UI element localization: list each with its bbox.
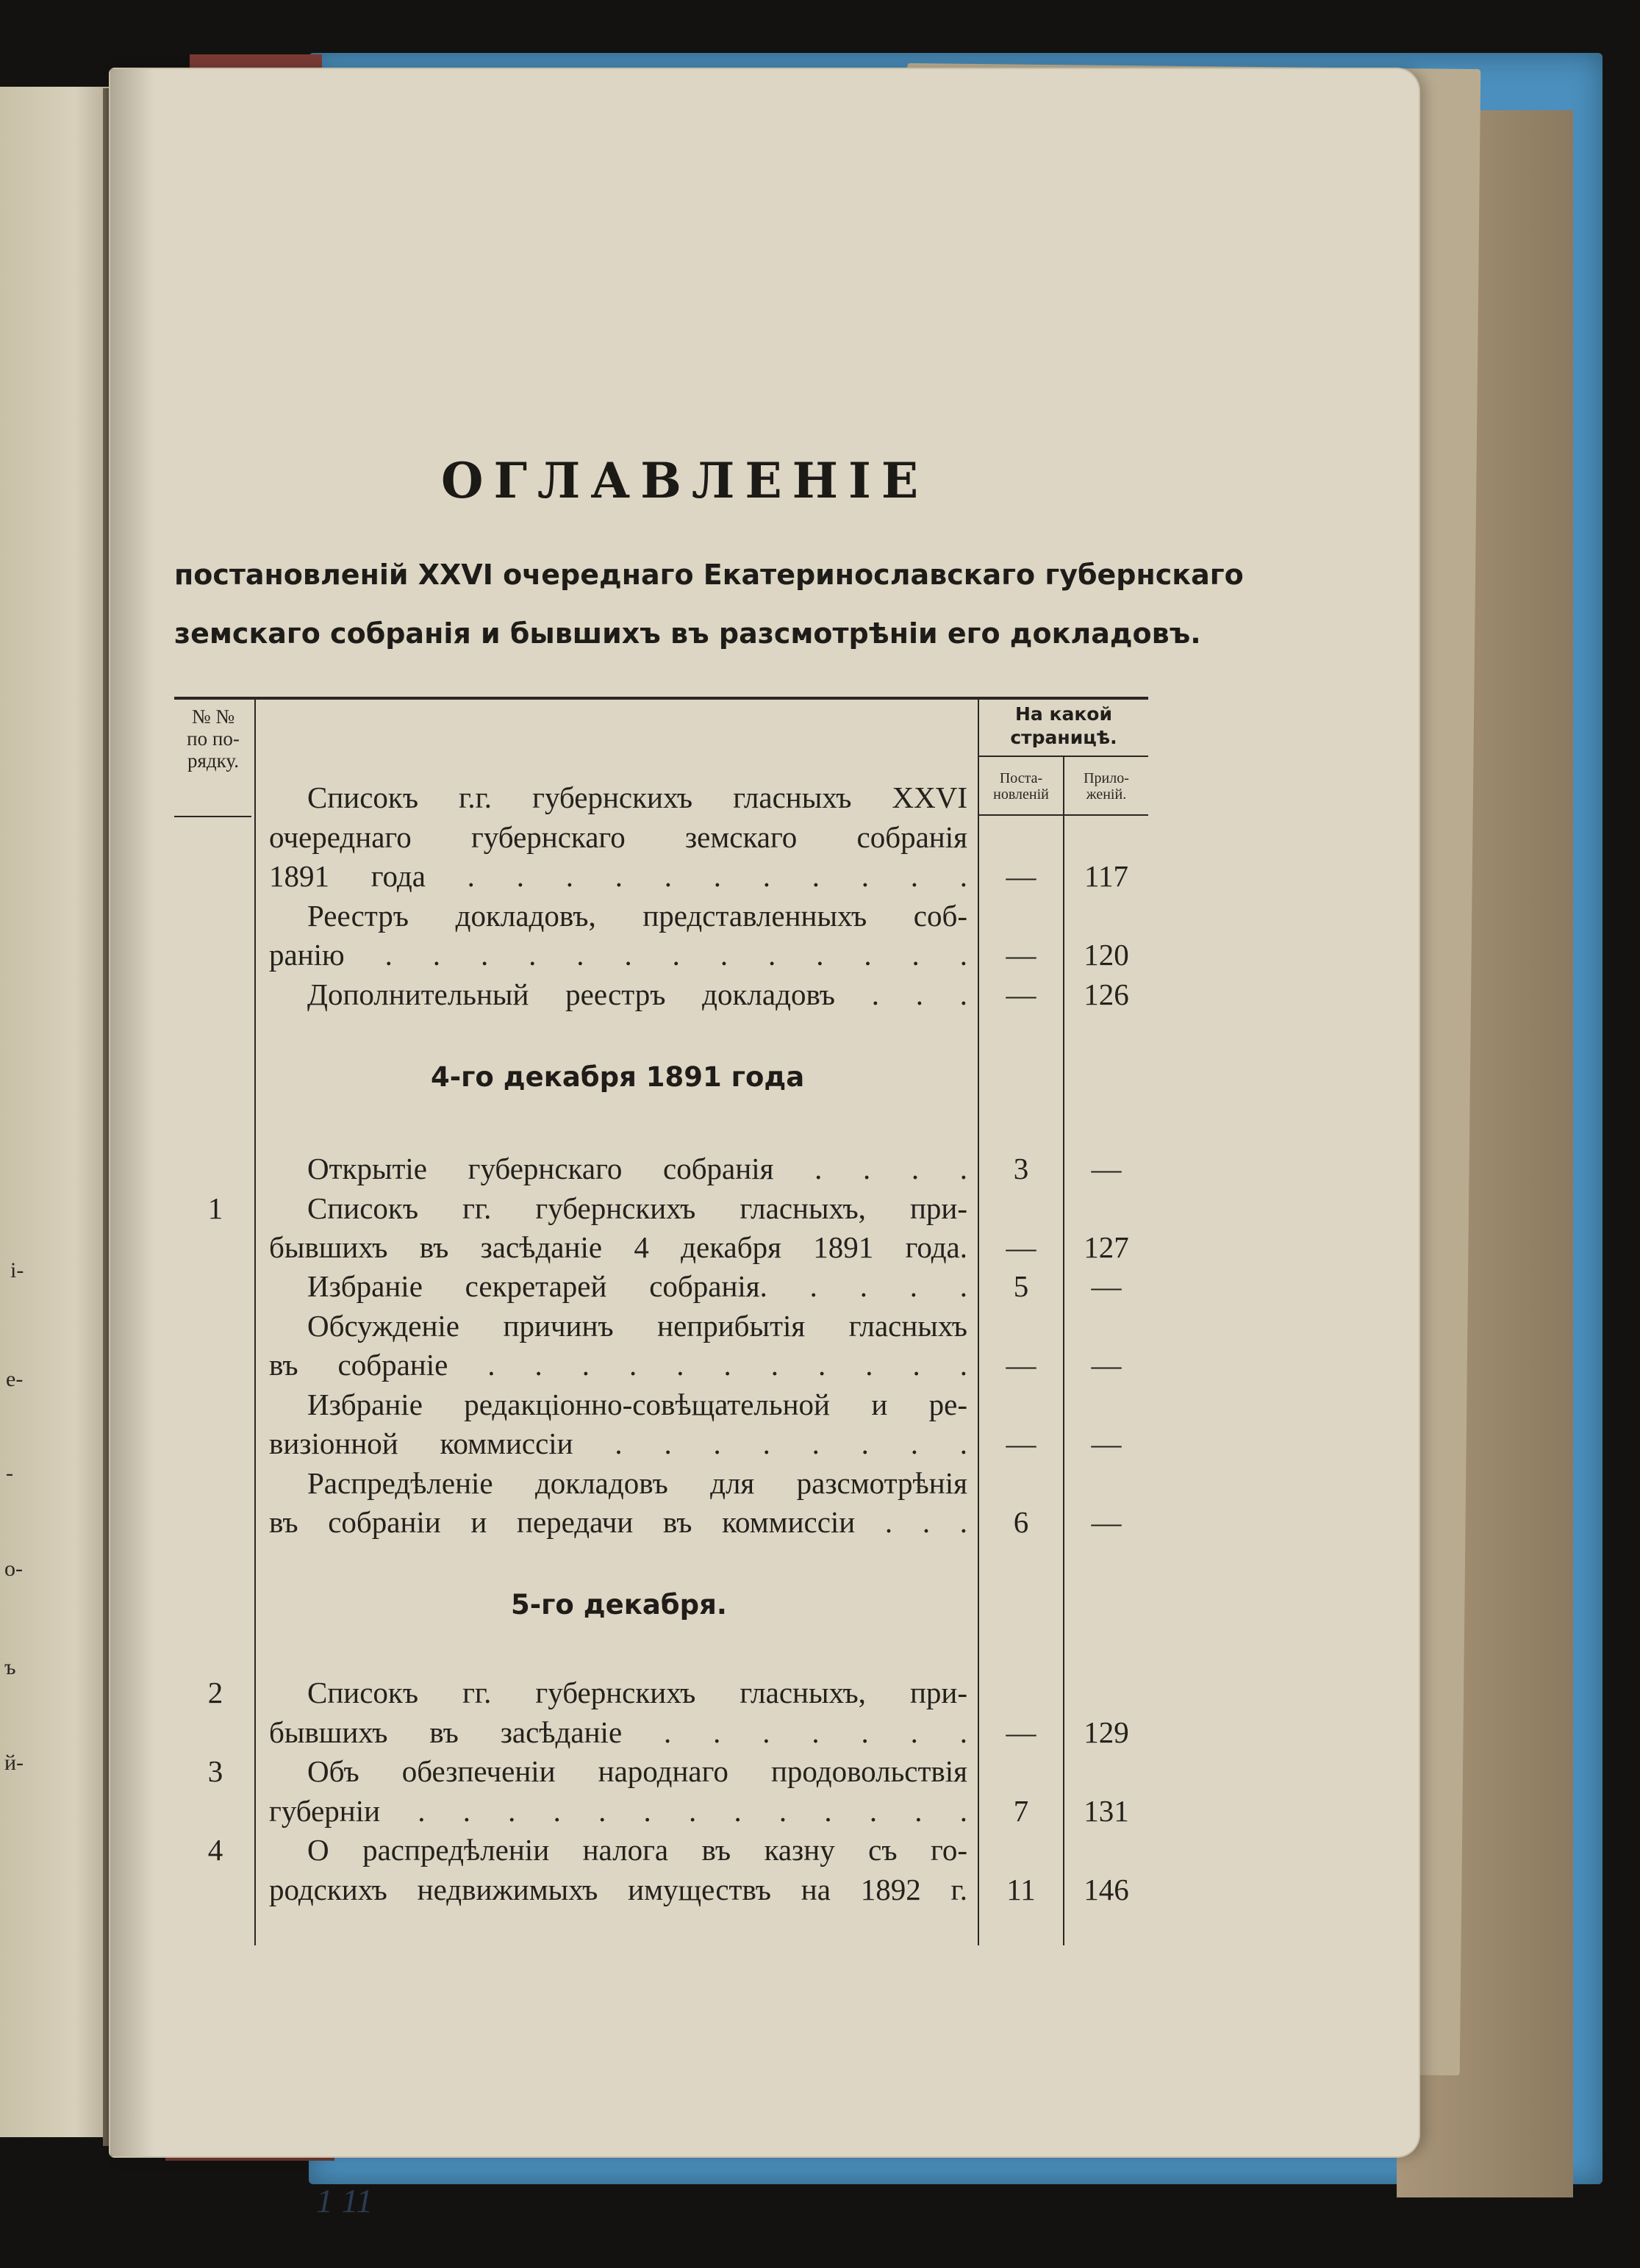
edge-letter: і- (10, 1258, 24, 1282)
header-bottom-rule-right (979, 814, 1148, 816)
entry-text: Списокъ гг. губернскихъ гласныхъ, при- (307, 1191, 967, 1225)
entry-text: 1891 года . . . . . . . . . . . (269, 859, 967, 893)
section-heading: 5-го декабря. (511, 1589, 727, 1621)
page-title: ОГЛАВЛЕНІЕ (441, 452, 929, 509)
entry-text: Избраніе редакціонно-совѣщательной и ре- (307, 1388, 967, 1421)
entry-text: Объ обезпеченіи народнаго продовольствія (307, 1754, 967, 1788)
edge-letter: о- (4, 1557, 23, 1581)
appendix-page: 129 (1084, 1715, 1129, 1749)
entry-text: бывшихъ въ засѣданіе 4 декабря 1891 года. (269, 1230, 967, 1264)
entry-text: Избраніе секретарей собранія. . . . . (307, 1269, 967, 1303)
entry-text: бывшихъ въ засѣданіе . . . . . . . (269, 1715, 967, 1749)
resolution-page: 5 (1013, 1269, 1029, 1303)
resolution-page: — (1006, 977, 1036, 1011)
resolution-page: 11 (1006, 1873, 1036, 1906)
entry-text: Обсужденіе причинъ неприбытія гласныхъ (307, 1309, 967, 1343)
entry-text: очереднаго губернскаго земскаго собранія (269, 820, 967, 854)
order-number: 4 (207, 1833, 223, 1867)
order-number: 2 (207, 1676, 223, 1709)
pencil-mark: 1 11 (316, 2182, 373, 2219)
appendix-page: 126 (1084, 977, 1129, 1011)
entry-text: въ собраніе . . . . . . . . . . . (269, 1348, 967, 1382)
appendix-page: — (1091, 1505, 1122, 1539)
appendix-page: — (1091, 1348, 1122, 1382)
resolution-page: 3 (1013, 1152, 1029, 1185)
entry-text: визіонной коммиссіи . . . . . . . . (269, 1427, 967, 1460)
entry-text: Распредѣленіе докладовъ для разсмотрѣнія (307, 1466, 967, 1500)
appendix-page: — (1091, 1427, 1122, 1460)
entry-text: ранію . . . . . . . . . . . . . (269, 938, 967, 972)
edge-letter: e- (6, 1367, 24, 1391)
appendix-page: 120 (1084, 938, 1129, 972)
resolution-page: 6 (1013, 1505, 1029, 1539)
entry-text: Списокъ гг. губернскихъ гласныхъ, при- (307, 1676, 967, 1709)
resolution-page: — (1006, 859, 1036, 893)
appendix-page: 131 (1084, 1794, 1129, 1828)
resolution-page: 7 (1013, 1794, 1029, 1828)
order-number: 3 (207, 1754, 223, 1788)
appendix-page: — (1091, 1152, 1122, 1185)
appendix-page: — (1091, 1269, 1122, 1303)
entry-text: губерніи . . . . . . . . . . . . . (269, 1794, 967, 1828)
resolution-page: — (1006, 1427, 1036, 1460)
entry-text: Реестръ докладовъ, представленныхъ соб- (307, 899, 967, 933)
order-column-header: № № по по- рядку. (187, 706, 240, 772)
column-rule-middle (978, 700, 979, 1945)
resolutions-column-header: Поста- новленій (993, 770, 1049, 803)
subtitle-line-1: постановленій XXVI очереднаго Екатеринославскаго губернскаго (174, 559, 1244, 591)
entry-text: Открытіе губернскаго собранія . . . . (307, 1152, 967, 1185)
resolution-page: — (1006, 1348, 1036, 1382)
entry-text: въ собраніи и передачи въ коммиссіи . . . (269, 1505, 967, 1539)
edge-letter: й- (4, 1751, 24, 1775)
appendix-page: 127 (1084, 1230, 1129, 1264)
header-subrule (979, 756, 1148, 757)
page-gutter-shading (110, 69, 154, 2156)
resolution-page: — (1006, 938, 1036, 972)
order-number: 1 (207, 1191, 223, 1225)
column-rule-left (254, 700, 256, 1945)
edge-letter: - (6, 1461, 13, 1485)
page-column-header: На какой страницѣ. (1010, 703, 1117, 748)
entry-text: Списокъ г.г. губернскихъ гласныхъ XXVI (307, 780, 967, 814)
resolution-page: — (1006, 1230, 1036, 1264)
resolution-page: — (1006, 1715, 1036, 1749)
column-rule-right (1063, 757, 1064, 1945)
appendix-page: 117 (1084, 859, 1128, 893)
entry-text: родскихъ недвижимыхъ имуществъ на 1892 г. (269, 1873, 967, 1906)
section-heading: 4-го декабря 1891 года (431, 1061, 805, 1093)
header-bottom-rule-left (174, 816, 251, 817)
appendix-page: 146 (1084, 1873, 1129, 1906)
entry-text: О распредѣленіи налога въ казну съ го- (307, 1833, 967, 1867)
edge-letter: ъ (4, 1655, 16, 1679)
subtitle-line-2: земскаго собранія и бывшихъ въ разсмотрѣніи его докладовъ. (174, 617, 1201, 650)
appendices-column-header: Прило- женій. (1084, 770, 1129, 803)
table-top-rule (174, 697, 1148, 700)
entry-text: Дополнительный реестръ докладовъ . . . (307, 977, 967, 1011)
